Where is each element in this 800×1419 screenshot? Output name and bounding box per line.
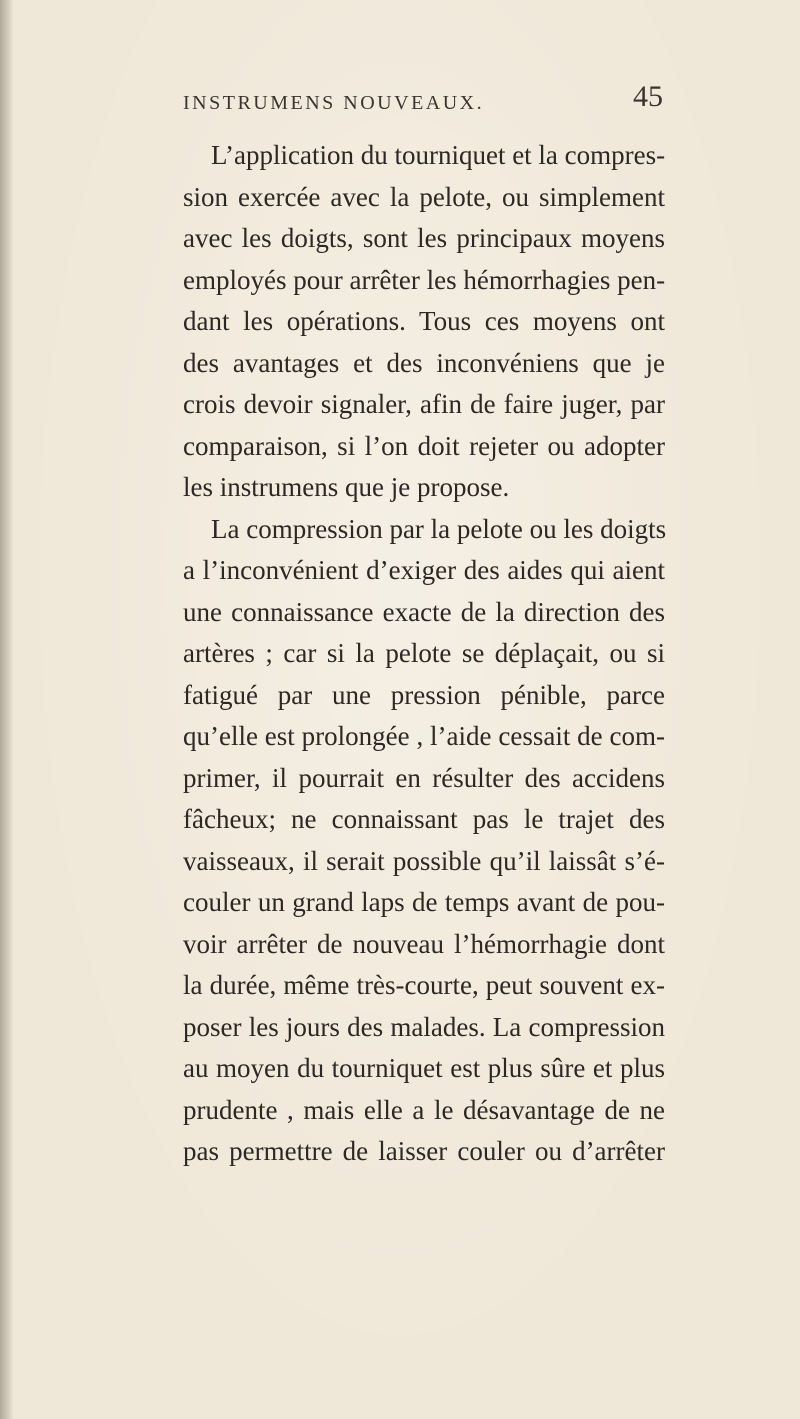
page-number: 45 <box>633 80 663 113</box>
text-line: vaisseaux, il serait possible qu’il laissât s’é- <box>183 845 665 876</box>
text-line: fâcheux; ne connaissant pas le trajet des <box>183 804 665 834</box>
text-line: L’application du tourniquet et la compres- <box>211 140 666 170</box>
text-line: a l’inconvénient d’exiger des aides qui aient <box>183 555 665 585</box>
text-line: des avantages et des inconvéniens que je <box>183 347 665 378</box>
text-line: au moyen du tourniquet est plus sûre et plus <box>183 1053 665 1083</box>
text-line: couler un grand laps de temps avant de pou- <box>183 887 665 917</box>
text-line: comparaison, si l’on doit rejeter ou adopter <box>183 430 665 461</box>
text-line: une connaissance exacte de la direction des <box>183 596 665 627</box>
text-line: les instrumens que je propose. <box>183 472 510 502</box>
body-text <box>183 135 665 1173</box>
page-header <box>183 80 663 128</box>
text-line: prudente , mais elle a le désavantage de ne <box>183 1094 665 1125</box>
text-line: primer, il pourrait en résulter des accidens <box>183 762 665 793</box>
text-line: La compression par la pelote ou les doigts <box>211 513 667 544</box>
text-line: qu’elle est prolongée , l’aide cessait de com- <box>183 721 665 751</box>
text-line: artères ; car si la pelote se déplaçait, ou si <box>183 638 665 668</box>
text-line: la durée, même très-courte, peut souvent ex- <box>183 970 665 1000</box>
text-line: crois devoir signaler, afin de faire juger, par <box>183 389 665 419</box>
running-head: INSTRUMENS NOUVEAUX. <box>183 92 485 114</box>
text-line: employés pour arrêter les hémorrhagies pen- <box>183 264 666 295</box>
text-line: avec les doigts, sont les principaux moyens <box>183 223 665 253</box>
text-line: sion exercée avec la pelote, ou simplement <box>183 181 665 212</box>
text-line: voir arrêter de nouveau l’hémorrhagie dont <box>183 928 665 959</box>
text-line: fatigué par une pression pénible, parce <box>183 679 665 710</box>
text-line: dant les opérations. Tous ces moyens ont <box>183 306 665 336</box>
text-line: poser les jours des malades. La compression <box>183 1011 665 1042</box>
text-line: pas permettre de laisser couler ou d’arrêter <box>183 1136 665 1166</box>
page-edge-shadow <box>0 0 14 1419</box>
